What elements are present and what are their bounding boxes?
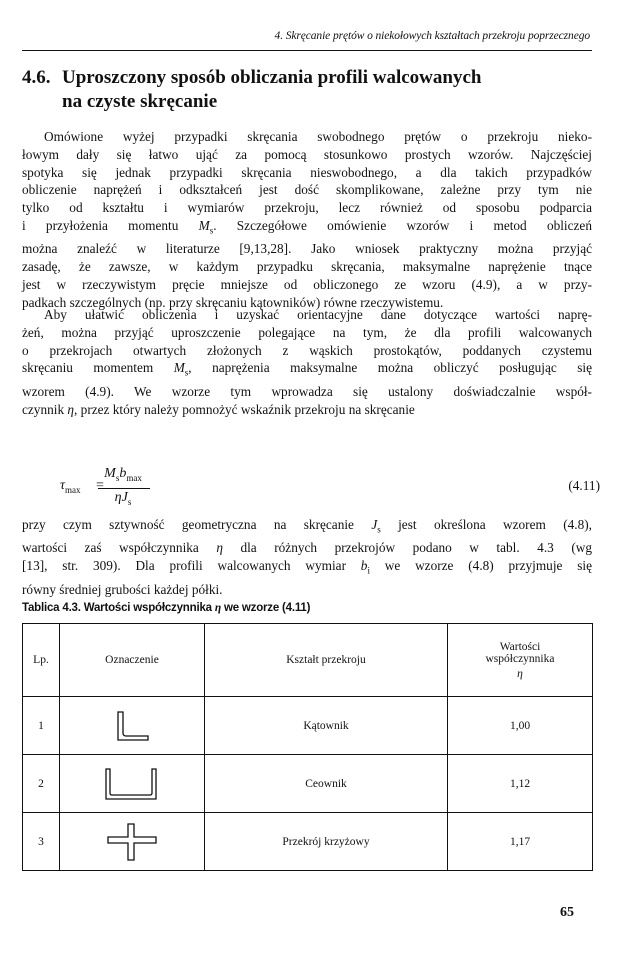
paragraph-3 <box>22 516 592 599</box>
table-row <box>23 697 593 755</box>
header-wartosci: Wartości współczynnika η <box>448 624 593 697</box>
table-header-row <box>23 624 593 697</box>
text-line: Aby ułatwić obliczenia i uzyskać orientacyjne dane dotyczące wartości naprę- <box>44 307 592 322</box>
equation-number: (4.11) <box>568 478 600 493</box>
paragraph-2 <box>22 306 592 418</box>
text-line: tylko od kształtu i wymiarów przekroju, lecz również od sposobu podparcia <box>22 200 592 216</box>
formula-equals: = <box>96 478 104 493</box>
text-line: wartości zaś współczynnika η dla różnych przekrojów podano w tabl. 4.3 (wg <box>22 540 592 556</box>
text-line: skręcaniu momentem $M_s$, naprężenia maksymalne można obliczyć posługując się <box>22 360 592 379</box>
running-header: 4. Skręcanie prętów o niekołowych kształtach przekroju poprzecznego <box>274 30 590 42</box>
text-line: przy czym sztywność geometryczna na skręcanie $J_s$ jest określona wzorem (4.8), <box>22 517 592 535</box>
formula-4-11 <box>60 466 600 516</box>
cell-lp: 3 <box>23 813 60 871</box>
text-line: równy średniej grubości każdej półki. <box>22 581 223 597</box>
page-number: 65 <box>560 905 574 920</box>
cell-shape <box>60 697 205 755</box>
text-line: o przekrojach otwartych złożonych z wąskich prostokątów, poddanych czystemu <box>22 342 592 358</box>
text-line: łowym dały się łatwo ująć za pomocą stosunkowo prostych wzorów. Najczęściej <box>22 146 592 162</box>
text-line: jest w rzeczywistym pręcie mniejsze od obliczonego ze wzoru (4.9), a w przy- <box>22 277 592 293</box>
text-line: Omówione wyżej przypadki skręcania swobodnego prętów o przekroju nieko- <box>44 129 592 144</box>
text-line: spotyka się jednak przypadki skręcania nieswobodnego, a dla takich przypadków <box>22 164 592 180</box>
cell-name: Ceownik <box>205 755 448 813</box>
cell-name: Przekrój krzyżowy <box>205 813 448 871</box>
section-number: 4.6. <box>22 67 51 88</box>
formula-lhs: $\tau_{max}$ <box>60 478 81 495</box>
cell-lp: 1 <box>23 697 60 755</box>
cell-value: 1,12 <box>448 755 593 813</box>
angle-section-icon <box>112 710 152 742</box>
text-line: obliczenie naprężeń i odkształceń jest dość skomplikowane, zależne przy tym nie <box>22 182 592 198</box>
table-row <box>23 755 593 813</box>
cell-value: 1,17 <box>448 813 593 871</box>
text-line: zasadę, że zawsze, w każdym przypadku skręcania, maksymalne naprężenie tnące <box>22 259 592 275</box>
table-caption: Tablica 4.3. Wartości współczynnika η we wzorze (4.11) <box>22 602 311 614</box>
cell-shape <box>60 755 205 813</box>
header-lp: Lp. <box>23 624 60 697</box>
cell-name: Kątownik <box>205 697 448 755</box>
channel-section-icon <box>102 767 162 801</box>
header-oznaczenie: Oznaczenie <box>60 624 205 697</box>
formula-denominator: $\eta J_s$ <box>114 490 132 507</box>
text-line: wzorem (4.9). We wzorze tym wprowadza się ustalony doświadczalnie współ- <box>22 383 592 399</box>
fraction-bar <box>98 488 150 489</box>
section-title-line1: Uproszczony sposób obliczania profili walcowanych <box>62 67 482 88</box>
cross-section-icon <box>102 822 162 862</box>
cell-value: 1,00 <box>448 697 593 755</box>
text-line: i przyłożenia momentu $M_s$. Szczegółowe omówienie wzorów i metod obliczeń <box>22 217 592 236</box>
text-line: padkach szczególnych (np. przy skręcaniu kątowników) równe rzeczywistemu. <box>22 294 444 310</box>
text-line: czynnik η, przez który należy pomnożyć wskaźnik przekroju na skręcanie <box>22 401 415 417</box>
text-line: [13], str. 309). Dla profili walcowanych wymiar $b_i$ we wzorze (4.8) przyjmuje się <box>22 558 592 576</box>
section-title <box>22 66 592 114</box>
cell-shape <box>60 813 205 871</box>
coefficient-table <box>22 623 593 871</box>
text-line: można znaleźć w literaturze [9,13,28]. Jako wniosek praktyczny można przyjąć <box>22 241 592 257</box>
header-ksztalt: Kształt przekroju <box>205 624 448 697</box>
header-rule <box>22 50 592 51</box>
text-line: żeń, można przyjąć uproszczenie polegające na tym, że dla profili walcowanych <box>22 324 592 340</box>
section-title-line2: na czyste skręcanie <box>62 91 218 112</box>
paragraph-1 <box>22 128 592 312</box>
formula-numerator: $M_sb_{max}$ <box>104 466 142 483</box>
table-row <box>23 813 593 871</box>
cell-lp: 2 <box>23 755 60 813</box>
